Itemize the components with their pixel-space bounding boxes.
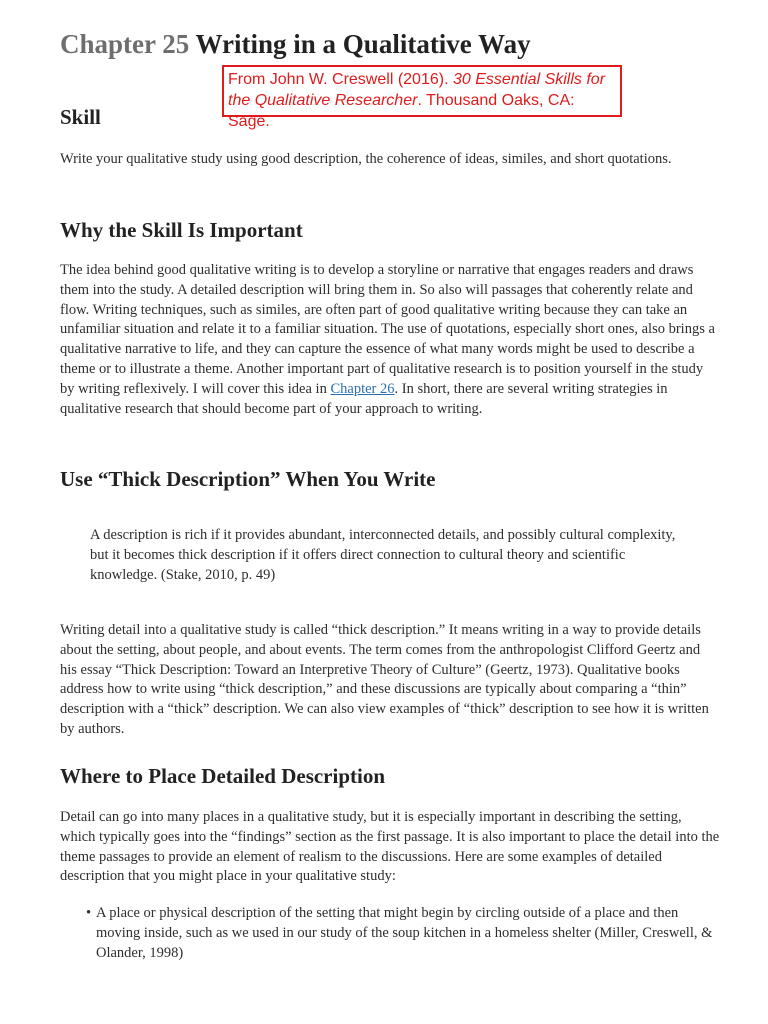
bullet-marker: • — [86, 905, 92, 921]
where-paragraph: Detail can go into many places in a qualitative study, but it is especially important in describing the setting, which typically goes into the “findings” section as the first passage. It is also important to place the detail into the theme passages to provide an element of realism to the discussions. Here are some examples of detailed description that you might place in your qualitative study: — [60, 809, 720, 885]
list-item — [60, 904, 720, 963]
chapter-number: Chapter 25 — [60, 29, 190, 59]
why-text-before-link: The idea behind good qualitative writing is to develop a storyline or narrative that engages readers and draws them into the study. A detailed description will bring them in. So also will passages that coherently relate and flow. Writing techniques, such as similes, are often part of good qualitative writing because they can take an unfamiliar situation and relate it to a familiar situation. The use of quotations, especially short ones, also brings a qualitative narrative to life, and they can capture the essence of what many words might be used to describe a theme or to illustrate a theme. Another important part of qualitative research is to position yourself in the study by writing reflexively. I will cover this idea in — [60, 262, 715, 397]
chapter-title — [60, 26, 531, 62]
thick-description-paragraph: Writing detail into a qualitative study is called “thick description.” It means writing in a way to provide details about the setting, about people, and about events. The term comes from the anthropologist Clifford Geertz and his essay “Thick Description: Toward an Interpretive Theory of Culture” (Geertz, 1973). Qualitative books address how to write using “thick description,” and these discussions are typically about comparing a “thin” description with a “thick” description. We can also view examples of “thick” description to see how it is written by authors. — [60, 622, 709, 737]
citation-text-after: . Thousand Oaks, CA: Sage. — [228, 92, 575, 130]
chapter-name: Writing in a Qualitative Way — [195, 29, 531, 59]
detail-examples-list — [60, 904, 720, 963]
citation-text-before: From John W. Creswell (2016). — [228, 71, 453, 88]
skill-heading: Skill — [60, 105, 101, 129]
where-heading: Where to Place Detailed Description — [60, 764, 386, 788]
skill-paragraph: Write your qualitative study using good description, the coherence of ideas, similes, and short quotations. — [60, 151, 672, 167]
why-paragraph — [60, 261, 720, 419]
list-item-text: A place or physical description of the setting that might begin by circling outside of a place and then moving inside, such as we used in our study of the soup kitchen in a homeless shelter (Miller, Creswell, & Olander, 1998) — [96, 905, 713, 961]
citation-box — [222, 65, 622, 130]
thick-description-heading: Use “Thick Description” When You Write — [60, 467, 436, 491]
chapter-26-link[interactable]: Chapter 26 — [330, 380, 395, 397]
why-heading: Why the Skill Is Important — [60, 218, 303, 242]
why-text-after-link: . In short, there are several writing strategies in qualitative research that should become part of your approach to writing. — [60, 380, 668, 417]
stake-block-quote: A description is rich if it provides abundant, interconnected details, and possibly cultural complexity, but it becomes thick description if it offers direct connection to cultural theory and scientific knowledge. (Stake, 2010, p. 49) — [90, 527, 676, 583]
citation-book-title: 30 Essential Skills for the Qualitative Researcher — [228, 71, 606, 109]
